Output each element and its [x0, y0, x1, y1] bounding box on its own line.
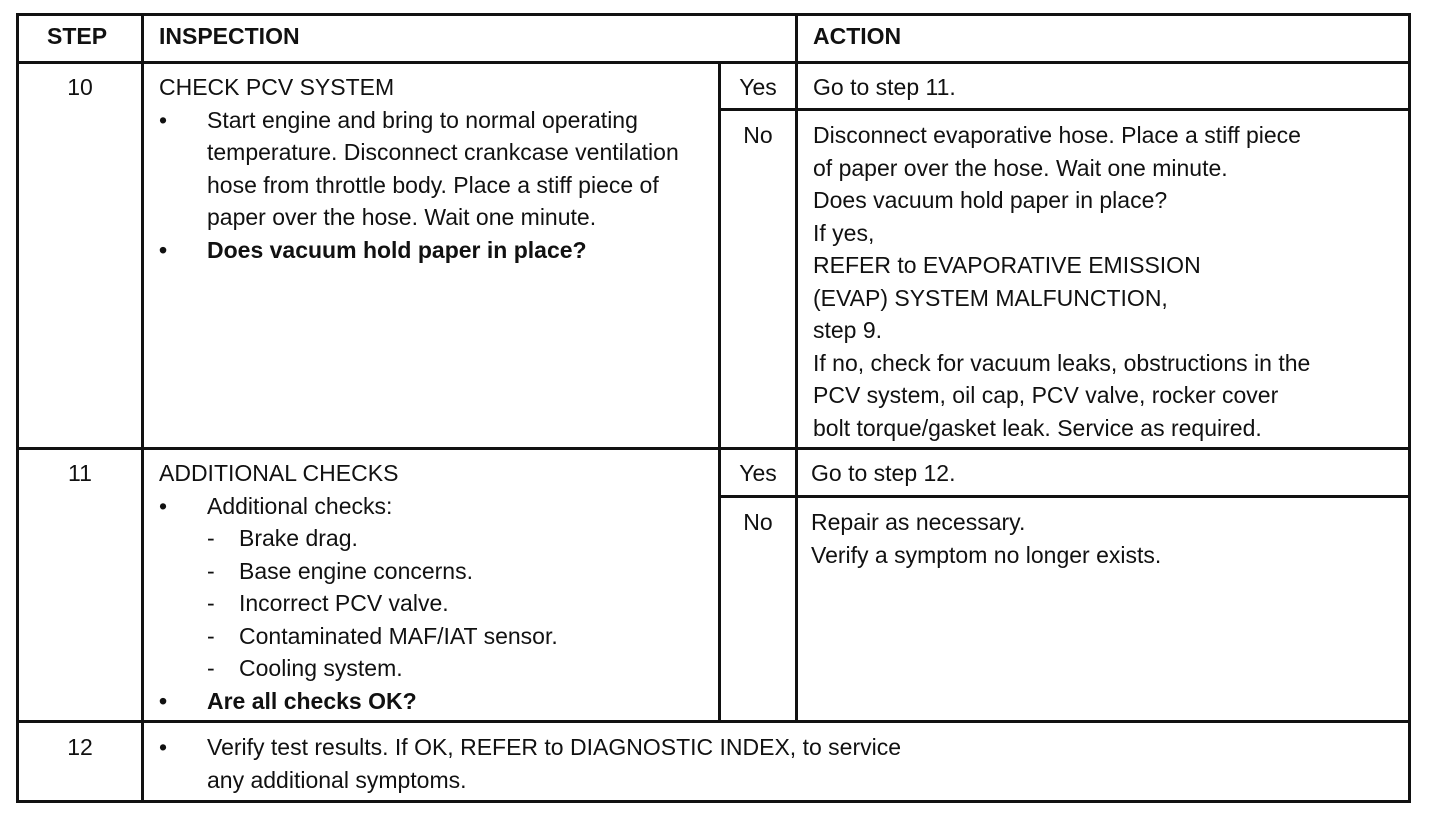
- action-line: REFER to EVAPORATIVE EMISSION: [813, 252, 1201, 278]
- no-action: [813, 119, 1310, 444]
- yes-action: Go to step 11.: [813, 74, 956, 100]
- row12-inspection: [159, 731, 901, 796]
- row11-yes-divider: [718, 495, 1411, 498]
- yes-label: Yes: [739, 74, 777, 100]
- action-line: Verify a symptom no longer exists.: [811, 541, 1162, 568]
- header-divider: [16, 61, 1411, 64]
- sub-item: [207, 620, 714, 653]
- step-number: 11: [68, 460, 92, 486]
- sub-item: [207, 555, 714, 588]
- bullet-item: [159, 104, 714, 234]
- row10-inspection: [159, 71, 714, 266]
- action-line: step 9.: [813, 317, 883, 343]
- sub-item-text: Contaminated MAF/IAT sensor.: [239, 622, 558, 649]
- bullet-line: any additional symptoms.: [207, 766, 467, 793]
- bullet-line: • Verify test results. If OK, REFER to DIAGNOSTIC INDEX, to service: [207, 734, 901, 760]
- bullet-question: Does vacuum hold paper in place?: [207, 236, 587, 263]
- action-column-divider: [795, 13, 798, 722]
- action-line: (EVAP) SYSTEM MALFUNCTION,: [813, 284, 1168, 311]
- action-line: bolt torque/gasket leak. Service as required.: [813, 414, 1262, 441]
- step-column-divider: [141, 13, 144, 803]
- header-step: STEP: [47, 23, 108, 49]
- action-line: If yes,: [813, 219, 875, 246]
- row11-bottom-divider: [16, 720, 1411, 723]
- sub-item: [207, 652, 714, 685]
- step-number: 12: [67, 734, 93, 760]
- inspection-title: ADDITIONAL CHECKS: [159, 460, 399, 486]
- header-inspection: INSPECTION: [159, 23, 300, 49]
- row10-yes-divider: [718, 108, 1411, 111]
- bullet-question: Are all checks OK?: [207, 687, 417, 714]
- sub-item: [207, 587, 714, 620]
- sub-item-text: Base engine concerns.: [239, 557, 473, 584]
- no-label: No: [743, 509, 773, 535]
- bullet-item: [159, 490, 714, 685]
- bullet-text: Additional checks:: [207, 492, 393, 519]
- sub-item-text: Incorrect PCV valve.: [239, 590, 449, 616]
- header-action: ACTION: [813, 23, 902, 49]
- action-line: If no, check for vacuum leaks, obstructions in the: [813, 349, 1311, 376]
- row10-bottom-divider: [16, 447, 1411, 450]
- sub-item-text: Cooling system.: [239, 655, 403, 681]
- row11-inspection: [159, 457, 714, 717]
- yes-action: Go to step 12.: [811, 460, 956, 486]
- inspection-title: CHECK PCV SYSTEM: [159, 74, 395, 100]
- action-line: Disconnect evaporative hose. Place a stiff piece: [813, 122, 1301, 148]
- bullet-text: Start engine and bring to normal operating temperature. Disconnect crankcase ventilation hose from throttle body. Place a stiff piece of paper over the hose. Wait one minute.: [207, 106, 679, 230]
- bullet-item: [159, 234, 714, 267]
- bullet-item: [159, 731, 901, 796]
- action-line: Does vacuum hold paper in place?: [813, 187, 1168, 213]
- action-line: PCV system, oil cap, PCV valve, rocker cover: [813, 382, 1279, 408]
- yes-label: Yes: [739, 460, 777, 486]
- step-number: 10: [67, 74, 93, 100]
- bullet-item: [159, 685, 714, 718]
- no-label: No: [743, 122, 773, 148]
- sub-item: [207, 522, 714, 555]
- no-action: [811, 506, 1161, 571]
- action-line: Repair as necessary.: [811, 509, 1026, 535]
- yesno-column-divider: [718, 62, 721, 722]
- sub-item-text: Brake drag.: [239, 525, 358, 551]
- action-line: of paper over the hose. Wait one minute.: [813, 154, 1228, 181]
